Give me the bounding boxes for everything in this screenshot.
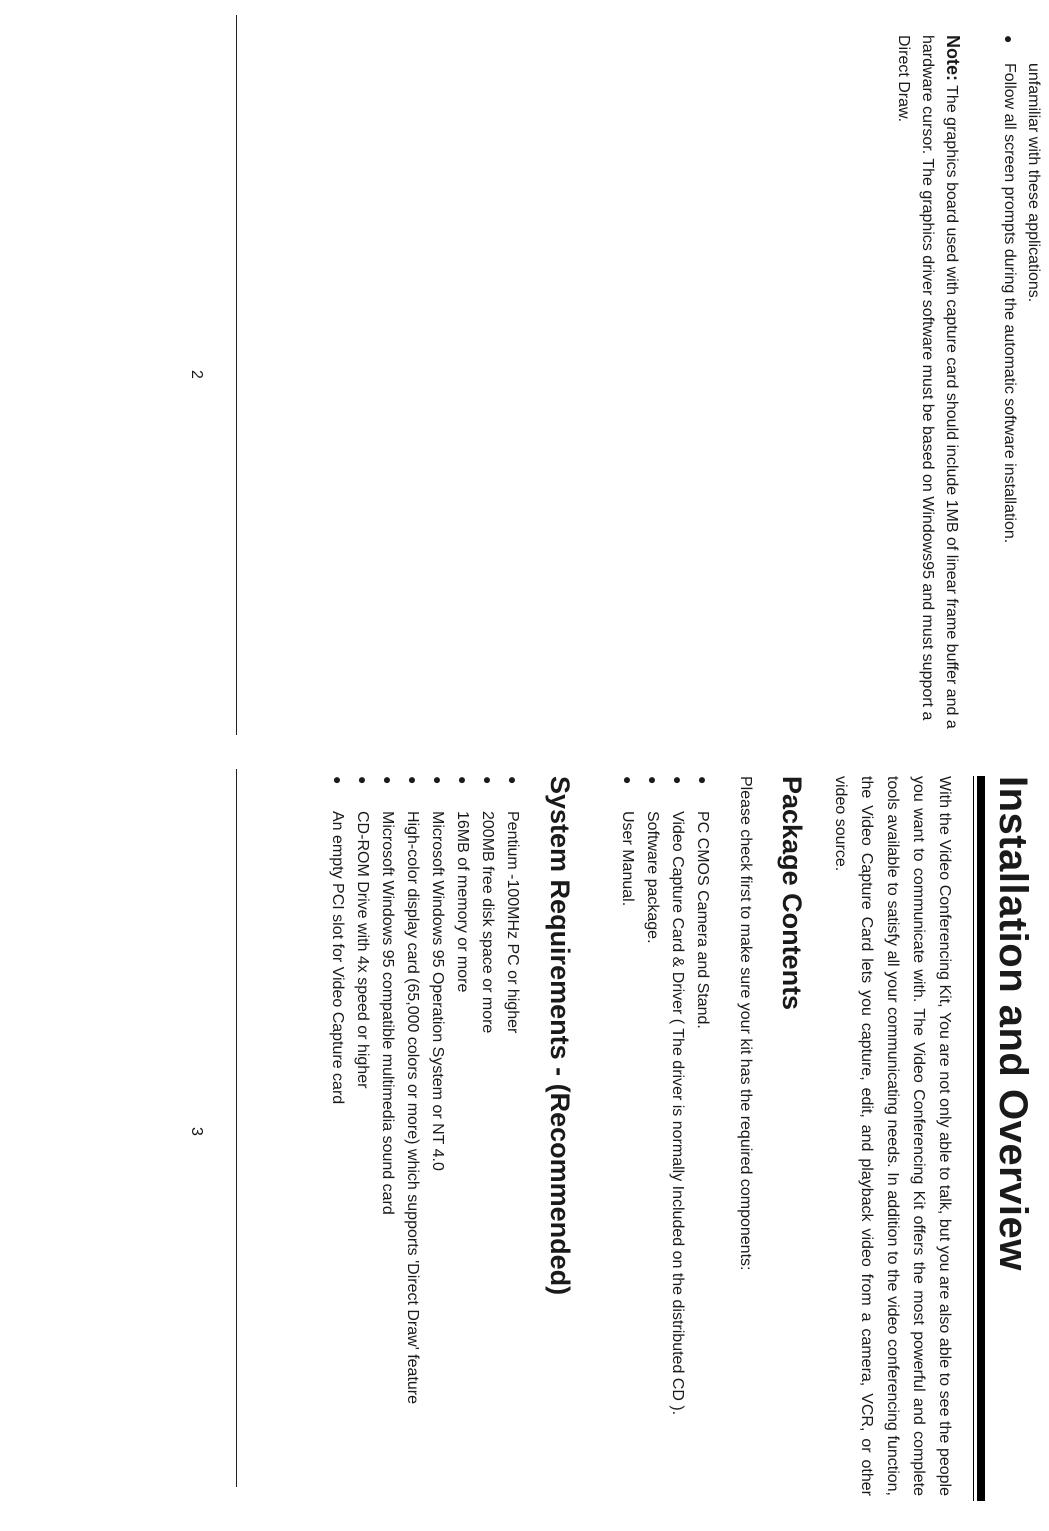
page-number: 3 (188, 1127, 205, 1136)
list-item: ● Video Capture Card & Driver ( The driver is normally Included on the distributed CD ). (665, 776, 690, 1496)
footer-rule (236, 15, 237, 735)
note-paragraph (891, 35, 965, 735)
note-label: Note: (943, 35, 963, 81)
bullet-icon: ● (455, 776, 471, 785)
package-contents-heading: Package Contents (777, 776, 807, 1011)
page-number: 2 (188, 370, 205, 379)
list-item: ● High-color display card (65,000 colors or more) which supports 'Direct Draw' feature (400, 776, 425, 1496)
system-requirements-list (325, 776, 525, 1496)
bullet-icon: ● (505, 776, 521, 785)
list-item: ● User Manual. (615, 776, 640, 1496)
page-3 (0, 765, 1049, 1531)
title-rule (973, 776, 974, 1501)
bullet-icon: ● (430, 776, 446, 785)
footer-rule (236, 769, 237, 1487)
bullet-icon: ● (330, 776, 346, 785)
list-item: ● Software package. (640, 776, 665, 1496)
list-item (997, 35, 1021, 735)
system-requirements-heading: System Requirements - (Recommended) (545, 776, 575, 1296)
bullet-icon: ● (670, 776, 686, 785)
list-item: ● Pentium -100MHz PC or higher (500, 776, 525, 1496)
note-text: The graphics board used with capture card should include 1MB of linear frame buffer and a hardware cursor. The graphics driver software must be based on Windows95 and must support a Direct Draw. (895, 35, 960, 729)
list-item: ● Microsoft Windows 95 compatible multimedia sound card (375, 776, 400, 1496)
list-item: ● 16MB of memory or more (450, 776, 475, 1496)
bullet-icon: ● (405, 776, 421, 785)
list-item: ● CD-ROM Drive with 4x speed or higher (350, 776, 375, 1496)
package-list (615, 776, 715, 1496)
bullet-icon: ● (380, 776, 396, 785)
page-2-text (891, 35, 1045, 735)
bullet-icon: ● (355, 776, 371, 785)
list-item: ● PC CMOS Camera and Stand. (690, 776, 715, 1496)
bullet-icon: ● (645, 776, 661, 785)
bullet-icon: ● (620, 776, 636, 785)
package-intro: Please check first to make sure your kit has the required components: (737, 776, 754, 1271)
bullet-icon: ● (1001, 35, 1017, 44)
bullet-text: Follow all screen prompts during the automatic software installation. (1001, 63, 1018, 544)
bullet-icon: ● (695, 776, 711, 785)
intro-paragraph: With the Video Conferencing Kit, You are not only able to talk, but you are also able to see the people you want to communicate with. The Video Conferencing Kit offers the most powerful and complete tools available to satisfy all your communicating needs. In addition to the video conferencing function, the Video Capture Card lets you capture, edit, and playback video from a camera, VCR, or other video source. (832, 776, 953, 1496)
bullet-icon: ● (480, 776, 496, 785)
list-item: ● An empty PCI slot for Video Capture card (325, 776, 350, 1496)
list-item: ● 200MB free disk space or more (475, 776, 500, 1496)
title-bar (977, 776, 985, 1501)
page-title: Installation and Overview (991, 776, 1035, 1271)
page-3-content (325, 776, 1039, 1496)
page-2 (0, 0, 1049, 765)
list-item: ● Microsoft Windows 95 Operation System or NT 4.0 (425, 776, 450, 1496)
intro-line: unfamiliar with these applications. (1025, 63, 1042, 303)
